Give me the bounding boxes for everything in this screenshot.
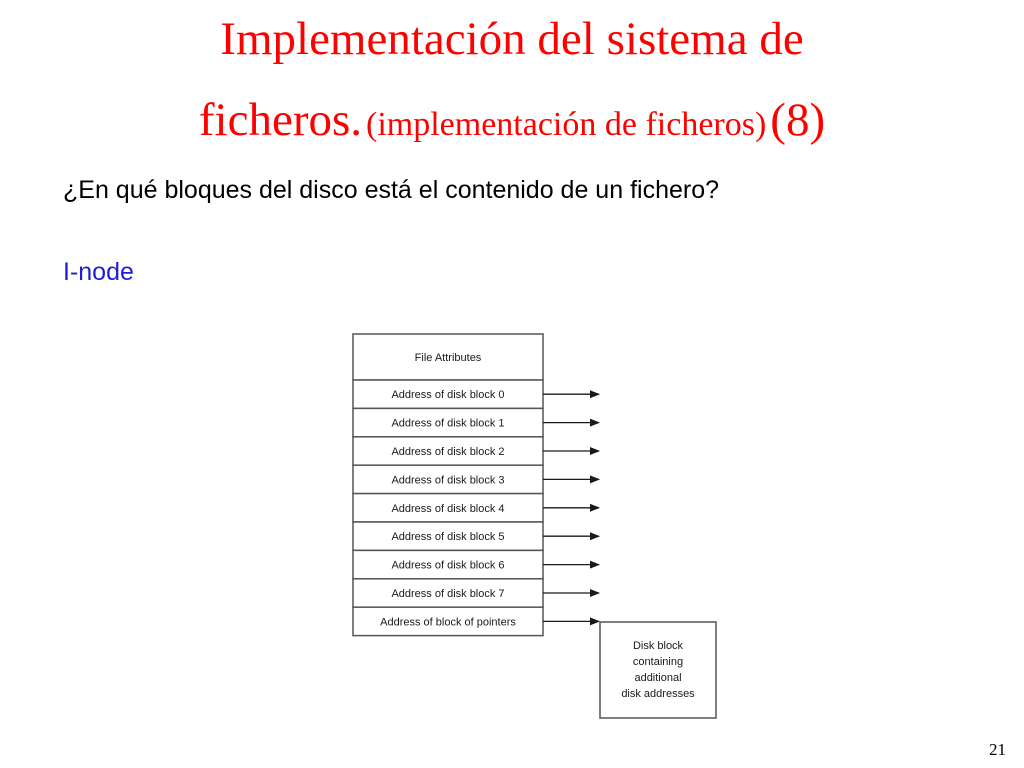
additional-disk-block-label: containing: [632, 656, 684, 668]
address-row-label: Address of disk block 1: [391, 417, 505, 430]
title-number: (8): [770, 94, 826, 146]
additional-disk-block-label: Disk block: [632, 640, 684, 652]
pointer-block: [600, 622, 716, 718]
question-text: ¿En qué bloques del disco está el contenido de un fichero?: [63, 176, 720, 204]
address-row-label: Address of disk block 0: [391, 389, 505, 402]
additional-disk-block-label: additional: [634, 672, 682, 684]
inode-table: [353, 334, 543, 636]
pointer-arrows: [543, 394, 599, 621]
address-row-label: Address of disk block 5: [391, 531, 505, 544]
page-number: 21: [989, 740, 1006, 759]
file-attributes-label: File Attributes: [414, 352, 482, 364]
address-row-label: Address of disk block 2: [391, 446, 505, 458]
address-row-label: Address of block of pointers: [380, 616, 516, 629]
title-main-line2: ficheros.: [198, 94, 363, 146]
address-row-label: Address of disk block 3: [391, 474, 505, 487]
address-row-label: Address of disk block 6: [391, 559, 505, 572]
title-sub: (implementación de ficheros): [366, 106, 767, 143]
additional-disk-block-label: disk addresses: [621, 688, 695, 700]
additional-disk-block: [600, 622, 716, 718]
address-row-label: Address of disk block 7: [391, 588, 505, 600]
title-main-line1: Implementación del sistema de: [220, 13, 804, 65]
address-row-label: Address of disk block 4: [391, 502, 505, 515]
inode-label: I-node: [63, 258, 134, 286]
